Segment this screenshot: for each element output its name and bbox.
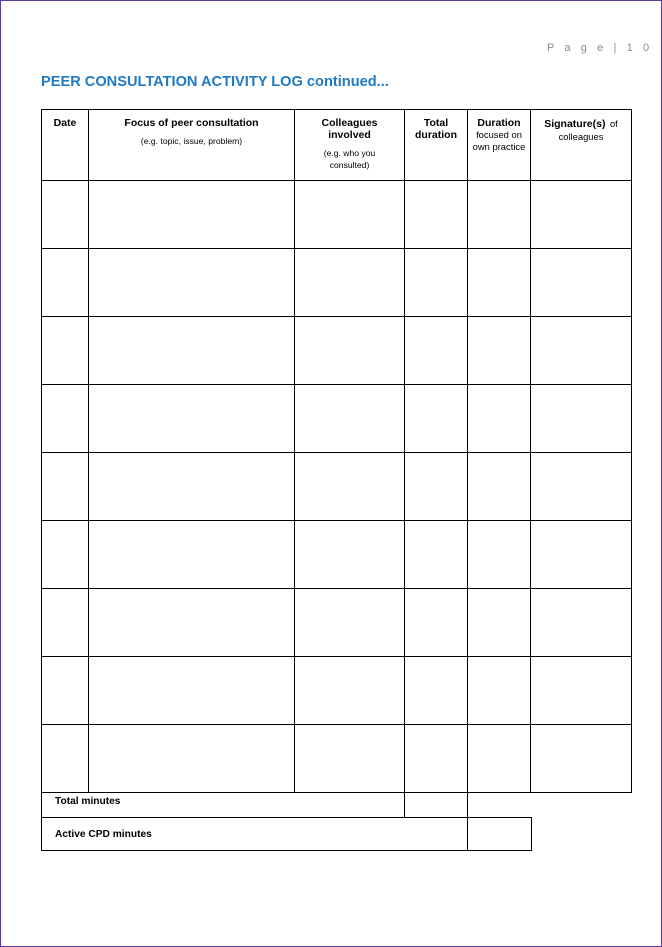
table-row <box>42 589 632 657</box>
header-duration-own-label: Duration <box>477 117 521 129</box>
header-focus-label: Focus of peer consultation <box>124 117 259 129</box>
duration-own-cell[interactable] <box>468 657 531 725</box>
table-row <box>42 453 632 521</box>
signature-cell[interactable] <box>531 589 632 657</box>
signature-cell[interactable] <box>531 181 632 249</box>
date-cell[interactable] <box>42 725 89 793</box>
header-total-duration <box>405 110 468 181</box>
date-cell[interactable] <box>42 657 89 725</box>
total-minutes-row <box>42 785 532 818</box>
duration-own-cell[interactable] <box>468 385 531 453</box>
table-row <box>42 317 632 385</box>
header-signatures-hint: of colleagues <box>558 118 618 142</box>
header-focus <box>89 110 295 181</box>
header-signatures <box>531 110 632 181</box>
focus-cell[interactable] <box>89 181 295 249</box>
focus-cell[interactable] <box>89 657 295 725</box>
colleagues-cell[interactable] <box>295 725 405 793</box>
total-minutes-label: Total minutes <box>42 785 405 818</box>
colleagues-cell[interactable] <box>295 317 405 385</box>
date-cell[interactable] <box>42 181 89 249</box>
signature-cell[interactable] <box>531 725 632 793</box>
total-duration-cell[interactable] <box>405 385 468 453</box>
header-date <box>42 110 89 181</box>
focus-cell[interactable] <box>89 589 295 657</box>
header-colleagues-hint: (e.g. who you consulted) <box>323 148 376 170</box>
page-number: P a g e | 1 0 <box>547 42 653 54</box>
totals-table <box>41 785 532 851</box>
total-duration-cell[interactable] <box>405 249 468 317</box>
signature-cell[interactable] <box>531 385 632 453</box>
table-row <box>42 385 632 453</box>
duration-own-cell[interactable] <box>468 181 531 249</box>
header-date-label: Date <box>53 117 77 129</box>
activity-log-table <box>41 109 632 793</box>
total-duration-cell[interactable] <box>405 181 468 249</box>
colleagues-cell[interactable] <box>295 521 405 589</box>
duration-own-cell[interactable] <box>468 589 531 657</box>
signature-cell[interactable] <box>531 317 632 385</box>
colleagues-cell[interactable] <box>295 385 405 453</box>
date-cell[interactable] <box>42 385 89 453</box>
header-colleagues <box>295 110 405 181</box>
duration-own-cell[interactable] <box>468 453 531 521</box>
table-row <box>42 249 632 317</box>
duration-own-cell[interactable] <box>468 317 531 385</box>
table-row <box>42 657 632 725</box>
total-duration-cell[interactable] <box>405 725 468 793</box>
date-cell[interactable] <box>42 317 89 385</box>
header-signatures-label: Signature(s) <box>544 118 606 130</box>
colleagues-cell[interactable] <box>295 249 405 317</box>
focus-cell[interactable] <box>89 317 295 385</box>
total-duration-cell[interactable] <box>405 521 468 589</box>
colleagues-cell[interactable] <box>295 589 405 657</box>
table-row <box>42 725 632 793</box>
date-cell[interactable] <box>42 589 89 657</box>
colleagues-cell[interactable] <box>295 453 405 521</box>
active-cpd-row <box>42 818 532 851</box>
table-body <box>42 181 632 793</box>
table-row <box>42 521 632 589</box>
header-colleagues-label: Colleagues involved <box>321 117 378 141</box>
active-cpd-value-field[interactable] <box>468 818 532 851</box>
header-duration-own <box>468 110 531 181</box>
duration-own-cell[interactable] <box>468 521 531 589</box>
total-minutes-value-field[interactable] <box>405 785 468 818</box>
total-duration-cell[interactable] <box>405 317 468 385</box>
focus-cell[interactable] <box>89 453 295 521</box>
page-title: PEER CONSULTATION ACTIVITY LOG continued... <box>41 74 389 90</box>
focus-cell[interactable] <box>89 385 295 453</box>
duration-own-cell[interactable] <box>468 249 531 317</box>
total-duration-cell[interactable] <box>405 453 468 521</box>
table-header-row <box>42 110 632 181</box>
signature-cell[interactable] <box>531 521 632 589</box>
total-duration-cell[interactable] <box>405 589 468 657</box>
total-duration-cell[interactable] <box>405 657 468 725</box>
header-duration-own-hint: focused on own practice <box>472 129 526 152</box>
signature-cell[interactable] <box>531 249 632 317</box>
duration-own-cell[interactable] <box>468 725 531 793</box>
date-cell[interactable] <box>42 521 89 589</box>
date-cell[interactable] <box>42 453 89 521</box>
colleagues-cell[interactable] <box>295 181 405 249</box>
focus-cell[interactable] <box>89 521 295 589</box>
signature-cell[interactable] <box>531 453 632 521</box>
date-cell[interactable] <box>42 249 89 317</box>
active-cpd-label: Active CPD minutes <box>42 818 468 851</box>
colleagues-cell[interactable] <box>295 657 405 725</box>
focus-cell[interactable] <box>89 249 295 317</box>
header-total-duration-label: Total duration <box>415 117 457 141</box>
signature-cell[interactable] <box>531 657 632 725</box>
table-row <box>42 181 632 249</box>
focus-cell[interactable] <box>89 725 295 793</box>
header-focus-hint: (e.g. topic, issue, problem) <box>140 136 243 146</box>
